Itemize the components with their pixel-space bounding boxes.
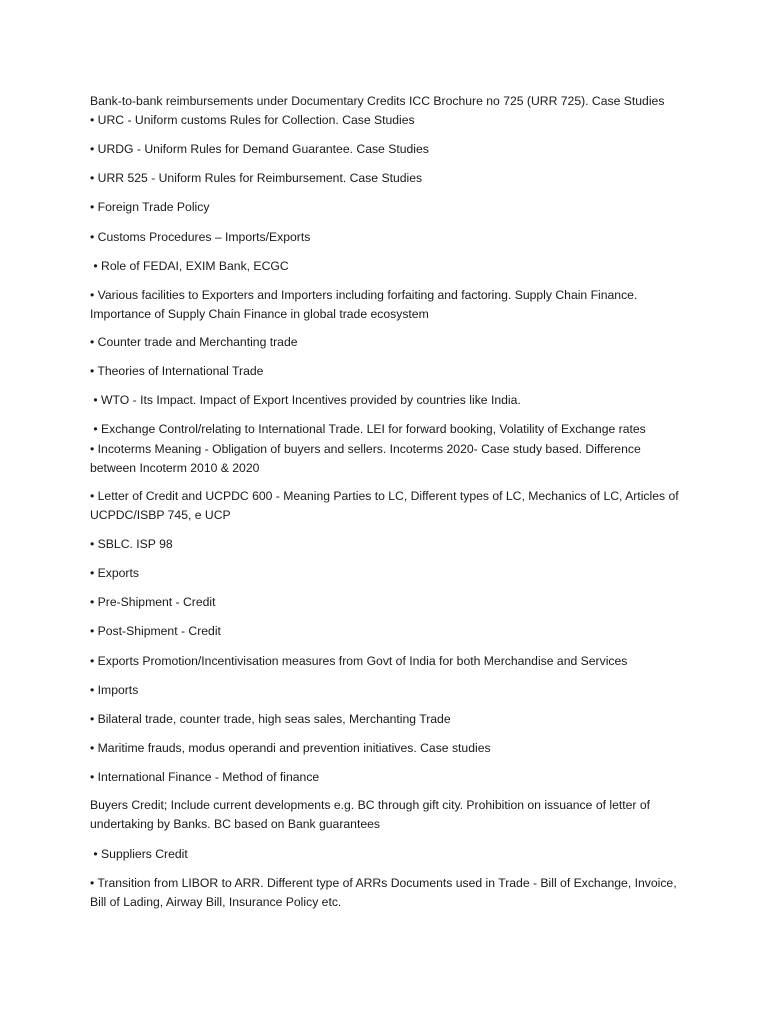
doc-line: • Customs Procedures – Imports/Exports <box>90 230 311 244</box>
doc-line: • WTO - Its Impact. Impact of Export Incentives provided by countries like India. <box>90 393 521 407</box>
doc-line: • URR 525 - Uniform Rules for Reimbursement. Case Studies <box>90 171 423 185</box>
doc-line: • International Finance - Method of finance <box>90 770 320 784</box>
doc-line: • Exports <box>90 566 139 580</box>
doc-line: • Suppliers Credit <box>90 847 188 861</box>
doc-line: • Exports Promotion/Incentivisation measures from Govt of India for both Merchandise and Services <box>90 654 628 668</box>
doc-line: • Role of FEDAI, EXIM Bank, ECGC <box>90 259 289 273</box>
doc-line: Bank-to-bank reimbursements under Documentary Credits ICC Brochure no 725 (URR 725). Case Studies <box>90 94 665 108</box>
doc-line: • Transition from LIBOR to ARR. Different type of ARRs Documents used in Trade - Bill of Exchange, Invoice, Bill of Lading, Airway Bill, Insurance Policy etc. <box>90 876 677 909</box>
doc-line: • Imports <box>90 683 139 697</box>
doc-line: • URC - Uniform customs Rules for Collection. Case Studies <box>90 113 415 127</box>
doc-line: • Incoterms Meaning - Obligation of buyers and sellers. Incoterms 2020- Case study based. Difference between Incoterm 2010 & 2020 <box>90 442 641 475</box>
doc-line: • Post-Shipment - Credit <box>90 624 221 638</box>
doc-line: • SBLC. ISP 98 <box>90 537 173 551</box>
doc-line: • Counter trade and Merchanting trade <box>90 335 298 349</box>
doc-line: • Exchange Control/relating to International Trade. LEI for forward booking, Volatility of Exchange rates <box>90 422 646 436</box>
doc-line: • Pre-Shipment - Credit <box>90 595 216 609</box>
doc-line: • Letter of Credit and UCPDC 600 - Meaning Parties to LC, Different types of LC, Mechanics of LC, Articles of UCPDC/ISBP 745, e UCP <box>90 489 679 522</box>
doc-line: • Foreign Trade Policy <box>90 200 210 214</box>
doc-line: • URDG - Uniform Rules for Demand Guarantee. Case Studies <box>90 142 429 156</box>
doc-line: • Various facilities to Exporters and Importers including forfaiting and factoring. Supply Chain Finance. Importance of Supply Chain Finance in global trade ecosystem <box>90 288 638 321</box>
doc-line: • Bilateral trade, counter trade, high seas sales, Merchanting Trade <box>90 712 451 726</box>
doc-line: • Maritime frauds, modus operandi and prevention initiatives. Case studies <box>90 741 491 755</box>
doc-line: • Theories of International Trade <box>90 364 264 378</box>
doc-line: Buyers Credit; Include current developments e.g. BC through gift city. Prohibition on issuance of letter of undertaking by Banks. BC based on Bank guarantees <box>90 798 651 831</box>
